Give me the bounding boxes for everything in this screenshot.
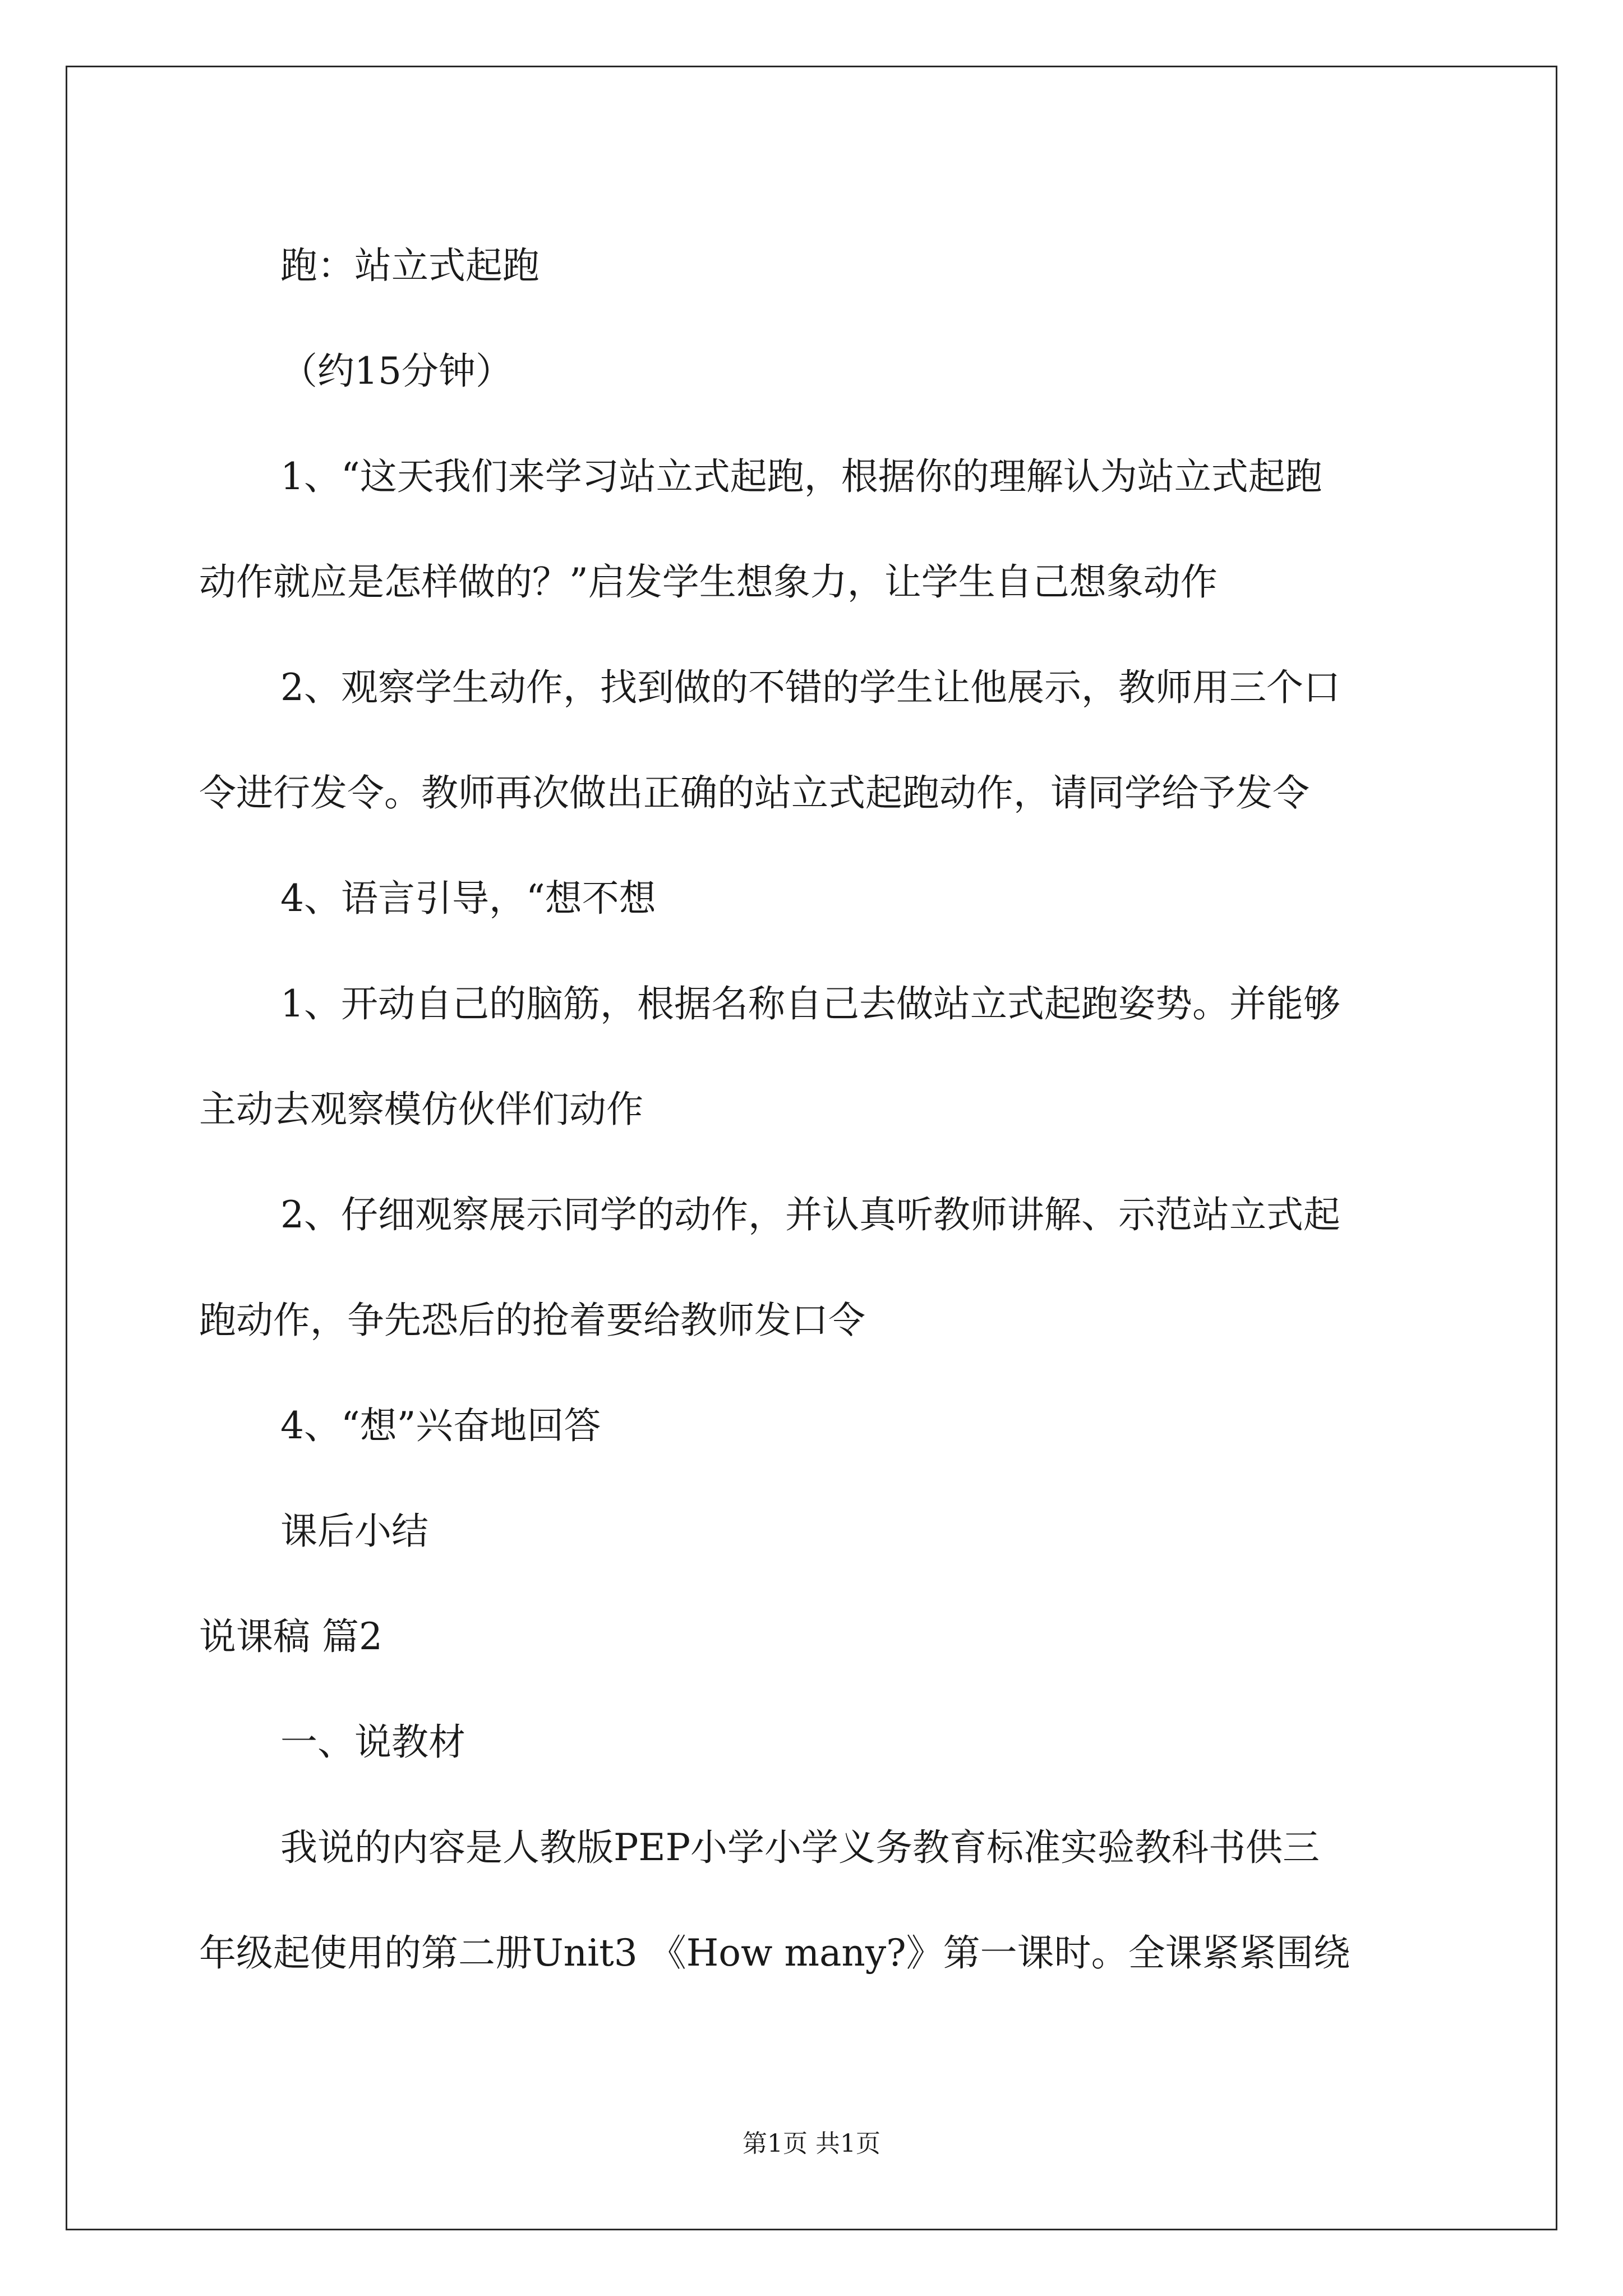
paragraph-line: 动作就应是怎样做的？”启发学生想象力，让学生自己想象动作 xyxy=(199,560,1218,604)
paragraph-line: 跑：站立式起跑 xyxy=(280,244,540,287)
paragraph-line: 1、开动自己的脑筋，根据名称自己去做站立式起跑姿势。并能够 xyxy=(280,982,1340,1025)
page-number-footer: 第1页 共1页 xyxy=(743,2129,880,2158)
paragraph-line: （约15分钟） xyxy=(280,349,513,393)
paragraph-line: 4、“想”兴奋地回答 xyxy=(280,1404,601,1447)
paragraph-line: 主动去观察模仿伙伴们动作 xyxy=(199,1088,643,1131)
paragraph-line: 令进行发令。教师再次做出正确的站立式起跑动作，请同学给予发令 xyxy=(199,771,1310,815)
document-body xyxy=(199,213,1430,2006)
section-subheading: 课后小结 xyxy=(280,1510,428,1553)
paragraph-line: 跑动作，争先恐后的抢着要给教师发口令 xyxy=(199,1299,865,1342)
paragraph-line: 年级起使用的第二册Unit3 《How many?》第一课时。全课紧紧围绕 xyxy=(199,1931,1350,1975)
paragraph-line: 1、“这天我们来学习站立式起跑，根据你的理解认为站立式起跑 xyxy=(280,455,1322,498)
section-subheading: 一、说教材 xyxy=(280,1720,465,1764)
paragraph-line: 2、观察学生动作，找到做的不错的学生让他展示，教师用三个口 xyxy=(280,666,1340,709)
paragraph-line: 4、语言引导，“想不想 xyxy=(280,877,656,920)
paragraph-line: 我说的内容是人教版PEP小学小学义务教育标准实验教科书供三 xyxy=(280,1826,1320,1869)
paragraph-line: 2、仔细观察展示同学的动作，并认真听教师讲解、示范站立式起 xyxy=(280,1193,1340,1236)
section-heading: 说课稿 篇2 xyxy=(199,1615,382,1658)
